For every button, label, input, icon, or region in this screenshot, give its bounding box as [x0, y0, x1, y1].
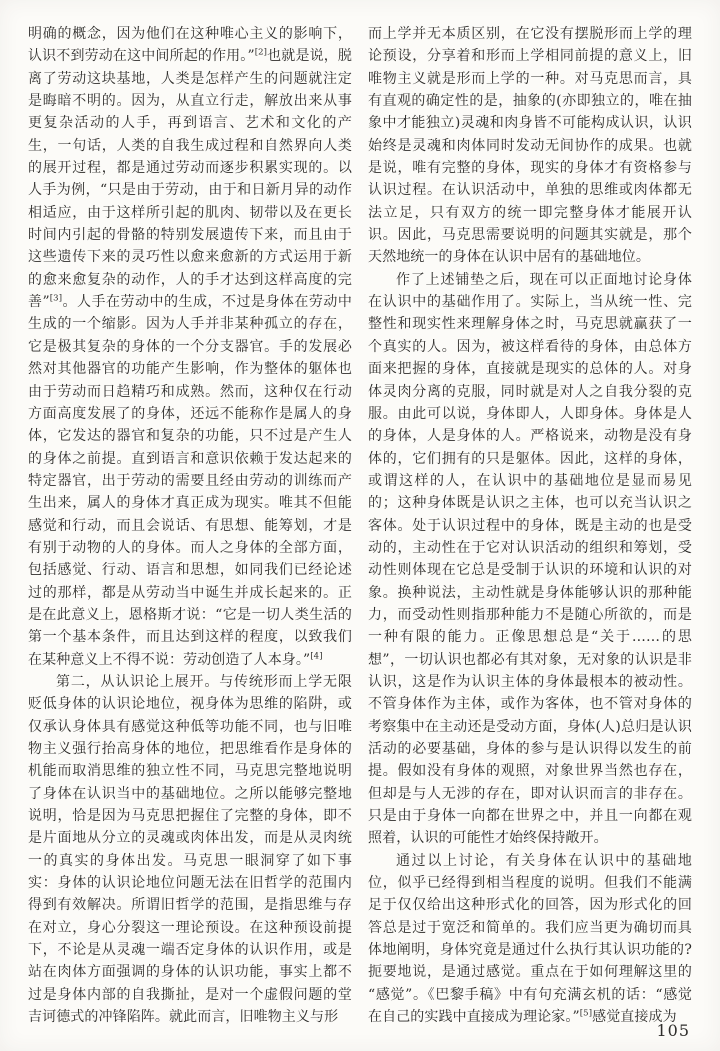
text-segment: 。人手在劳动中的生成，不过是身体在劳动中生成的一个缩影。因为人手并非某种孤立的存在，它是极其复杂的身体的一个分支器官。手的发展必然对其他器官的功能产生影响，作为整体的躯体也由于劳动而日趋精巧和成熟。然而，这种仅在行动方面高度发展了的身体，还远不能称作是属人的身体，它发达的器官和复杂的功能，只不过是产生人的身体之前提。直到语言和意识依赖于发达起来的特定器官，出于劳动的需要且经由劳动的训练而产生出来，属人的身体才真正成为现实。唯其不但能感觉和行动，而且会说话、有思想、能筹划，才是有别于动物的人的身体。而人之身体的全部方面，包括感觉、行动、语言和思想，如同我们已经论述过的那样，都是从劳动当中诞生并成长起来的。正是在此意义上，恩格斯才说：“它是一切人类生活的第一个基本条件，而且达到这样的程度，以致我们在某种意义上不得不说：劳动创造了人本身。”	[28, 294, 353, 668]
text-segment: 作了上述铺垫之后，现在可以正面地讨论身体在认识中的基础作用了。实际上，当从统一性、完整性和现实性来理解身体之时，马克思就赢获了一个真实的人。因为，被这样看待的身体，由总体方面来把握的身体，直接就是现实的总体的人。对身体灵肉分离的克服，同时就是对人之自我分裂的克服。由此可以说，身体即人，人即身体。身体是人的身体，人是身体的人。严格说来，动物是没有身体的，它们拥有的只是躯体。因此，这样的身体，或谓这样的人，在认识中的基础地位是显而易见的；这种身体既是认识之主体，也可以充当认识之客体。处于认识过程中的身体，既是主动的也是受动的，主动性在于它对认识活动的组织和筹划，受动性则体现在它总是受制于认识的环境和认识的对象。换种说法，主动性就是身体能够认识的那种能力，而受动性则指那种能力不是随心所欲的，而是一种有限的能力。正像思想总是“关于……的思想”，一切认识也都必有其对象，无对象的认识是非认识，这是作为认识主体的身体最根本的被动性。不管身体作为主体，或作为客体，也不管对身体的考察集中在主动还是受动方面，身体(人)总归是认识活动的必要基础，身体的参与是认识得以发生的前提。假如没有身体的观照，对象世界当然也存在，但却是与人无涉的存在，即对认识而言的非存在。只是由于身体一向都在世界之中，并且一向都在观照着，认识的可能性才始终保持敞开。	[368, 271, 692, 847]
paragraph	[368, 269, 692, 850]
footnote-marker: [5]	[579, 1008, 593, 1019]
footnote-marker: [3]	[49, 293, 63, 304]
paragraph	[368, 23, 692, 269]
paragraph	[368, 850, 692, 1029]
text-columns	[28, 23, 692, 1028]
footnote-marker: [2]	[254, 47, 268, 58]
text-segment: 而上学并无本质区别，在它没有摆脱形而上学的理论预设，分享着和形而上学相同前提的意义上，旧唯物主义就是形而上学的一种。对马克思而言，具有直观的确定性的是，抽象的(亦即独立的，唯在抽象中才能独立)灵魂和肉身皆不可能构成认识，认识始终是灵魂和肉体同时发动无间协作的成果。也就是说，唯有完整的身体，现实的身体才有资格参与认识过程。在认识活动中，单独的思维或肉体都无法立足，只有双方的统一即完整身体才能展开认识。因此，马克思需要说明的问题其实就是，那个天然地统一的身体在认识中居有的基础地位。	[368, 26, 692, 266]
text-segment: 感觉直接成为	[592, 1009, 677, 1026]
paragraph	[28, 23, 352, 671]
text-segment: 通过以上讨论，有关身体在认识中的基础地位，似乎已经得到相当程度的说明。但我们不能满足于仅仅给出这种形式化的回答，因为形式化的回答总是过于宽泛和简单的。我们应当更为确切而具体地阐明，身体究竟是通过什么执行其认识功能的?扼要地说，是通过感觉。重点在于如何理解这里的“感觉”。《巴黎手稿》中有句充满玄机的话：“感觉在自己的实践中直接成为理论家。”	[368, 852, 692, 1026]
right-column	[368, 23, 692, 1028]
text-segment: 也就是说，脱离了劳动这块基地，人类是怎样产生的问题就注定是晦暗不明的。因为，从直立行走，解放出来从事更复杂活动的人手，再到语言、艺术和文化的产生，一句话，人类的自我生成过程和自然界向人类的展开过程，都是通过劳动而逐步积累实现的。以人手为例，“只是由于劳动，由于和日新月异的动作相适应，由于这样所引起的肌肉、韧带以及在更长时间内引起的骨骼的特别发展遗传下来，而且由于这些遗传下来的灵巧性以愈来愈新的方式运用于新的愈来愈复杂的动作，人的手才达到这样高度的完善”	[28, 48, 353, 311]
footnote-marker: [4]	[310, 650, 323, 661]
left-column	[28, 23, 352, 1028]
text-segment: 第二，从认识论上展开。与传统形而上学无限贬低身体的认识论地位，视身体为思维的陷阱，或仅承认身体具有感觉这种低等功能不同，也与旧唯物主义强行抬高身体的地位，把思维看作是身体的机能而取消思维的独立性不同，马克思完整地说明了身体在认识当中的基础地位。之所以能够完整地说明，恰是因为马克思把握住了完整的身体，即不是片面地从分立的灵魂或肉体出发，而是从灵肉统一的真实的身体出发。马克思一眼洞穿了如下事实：身体的认识论地位问题无法在旧哲学的范围内得到有效解决。所谓旧哲学的范围，是指思维与存在对立，身心分裂这一理论预设。在这种预设前提下，不论是从灵魂一端否定身体的认识作用，或是站在肉体方面强调的身体的认识功能，事实上都不过是身体内部的自我撕扯，是对一个虚假问题的堂吉诃德式的冲锋陷阵。就此而言，旧唯物主义与形	[28, 673, 352, 1026]
page-number: 105	[656, 1021, 690, 1040]
text-segment: 明确的概念，因为他们在这种唯心主义的影响下，认识不到劳动在这中间所起的作用。”	[28, 26, 352, 65]
paragraph	[28, 671, 352, 1029]
